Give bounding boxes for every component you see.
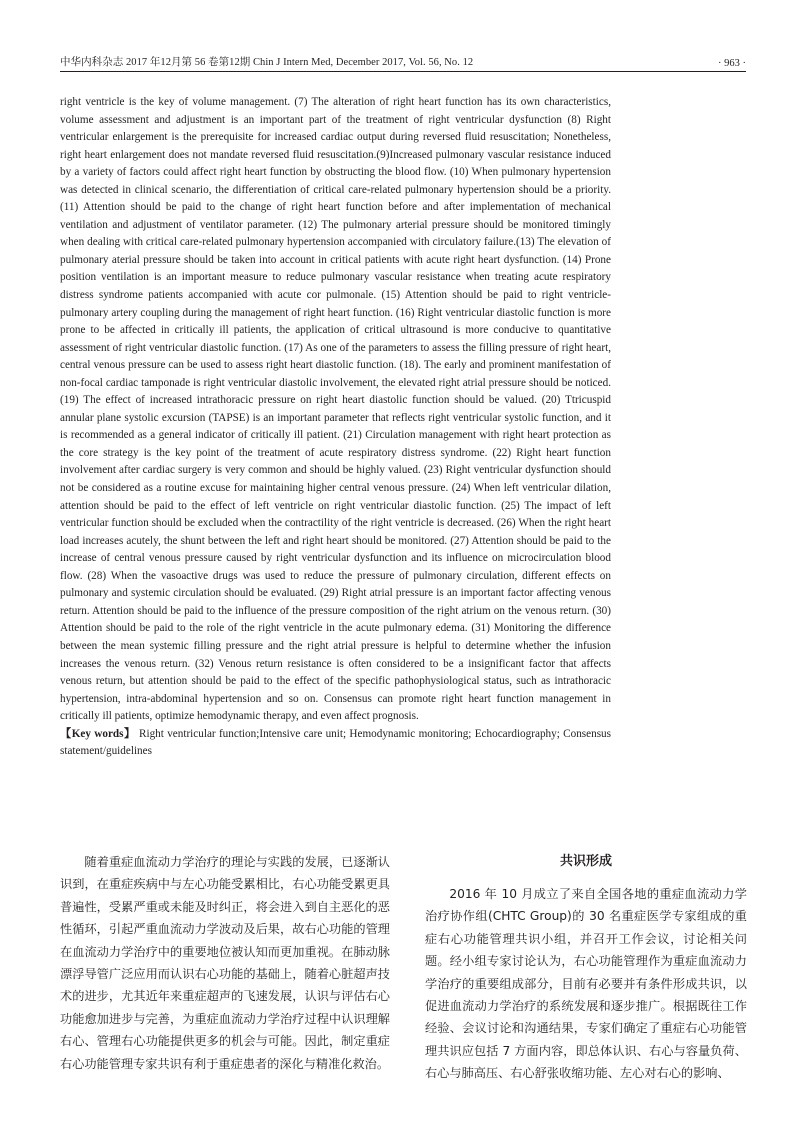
- english-abstract: [60, 94, 611, 761]
- keywords-text: Right ventricular function;Intensive care unit; Hemodynamic monitoring; Echocardiography; Consensus statement/guidelines: [60, 727, 611, 758]
- running-header: [60, 53, 746, 69]
- page-number: · 963 ·: [718, 58, 746, 69]
- consensus-paragraph: 2016 年 10 月成立了来自全国各地的重症血流动力学治疗协作组(CHTC Group)的 30 名重症医学专家组成的重症右心功能管理共识小组，并召开工作会议，讨论相关问题。经小组专家讨论认为，右心功能管理作为重症血流动力学治疗的重要组成部分，目前有必要并有条件形成共识，以促进血流动力学治疗的系统发展和逐步推广。根据既往工作经验、会议讨论和沟通结果，专家们确定了重症右心功能管理共识应包括 7 方面内容，即总体认识、右心与容量负荷、右心与肺高压、右心舒张收缩功能、左心对右心的影响、: [425, 887, 747, 1081]
- keywords-label: 【Key words】: [60, 727, 136, 740]
- right-column: [425, 851, 747, 1085]
- abstract-text: right ventricle is the key of volume management. (7) The alteration of right heart function has its own characteristics, volume assessment and adjustment is an important part of the treatment of right ventricular dysfunction (8) Right ventricular enlargement is the prerequisite for increased cardiac output during reversed fluid resuscitation; Nonetheless, right heart enlargement does not mandate reversed fluid resuscitation.(9)Increased pulmonary vascular resistance induced by a variety of factors could affect right heart function by obstructing the blood flow. (10) When pulmonary hypertension was detected in clinical scenario, the differentiation of critical care-related pulmonary hypertension should be a priority. (11) Attention should be paid to the change of right heart function before and after implementation of mechanical ventilation and adjustment of ventilator parameter. (12) The pulmonary arterial pressure should be monitored timingly when dealing with critical care-related pulmonary hypertension accompanied with circulatory failure.(13) The elevation of pulmonary aterial pressure should be taken into account in critical patients with acute right heart dysfunction. (14) Prone position ventilation is an important measure to reduce pulmonary vascular resistance when treating acute respiratory distress syndrome patients accompanied with acute cor pulmonale. (15) Attention should be paid to right ventricle-pulmonary artery coupling during the management of right heart function. (16) Right ventricular diastolic function is more prone to be affected in critically ill patients, the application of critical ultrasound is more conducive to quantitative assessment of right ventricular diastolic function. (17) As one of the parameters to assess the filling pressure of right heart, central venous pressure can be used to assess right heart diastolic function. (18). The early and prominent manifestation of non-focal cardiac tamponade is right ventricular diastolic involvement, the elevated right atrial pressure should be noticed. (19) The effect of increased intrathoracic pressure on right heart diastolic function should be valued. (20) Ttricuspid annular plane systolic excursion (TAPSE) is an important parameter that reflects right ventricular systolic function, and it is recommended as a general indicator of critically ill patient. (21) Circulation management with right heart protection as the core strategy is the key point of the treatment of acute respiratory distress syndrome. (22) Right heart function involvement after cardiac surgery is very common and should be highly valued. (23) Right ventricular dysfunction should not be considered as a routine excuse for maintaining higher central venous pressure. (24) When left ventricular dilation, attention should be paid to the effect of left ventricle on right ventricular diastolic function. (25) The impact of left ventricular function should be excluded when the contractility of the right ventricle is decreased. (26) When the right heart load increases acutely, the shunt between the left and right heart should be monitored. (27) Attention should be paid to the increase of central venous pressure caused by right ventricular dysfunction and its influence on microcirculation blood flow. (28) When the vasoactive drugs was used to reduce the pressure of pulmonary circulation, different effects on pulmonary and systemic circulation should be evaluated. (29) Right atrial pressure is an important factor affecting venous return. Attention should be paid to the influence of the pressure composition of the right atrium on the venous return. (30) Attention should be paid to the role of the right ventricle in the acute pulmonary edema. (31) Monitoring the difference between the mean systemic filling pressure and the right atrial pressure is helpful to determine whether the infusion increases the venous return. (32) Venous return resistance is often considered to be a insignificant factor that affects venous return, but attention should be paid to the effect of the specific pathophysiological status, such as intrathoracic hypertension, intra-abdominal hypertension and so on. Consensus can promote right heart function management in critically ill patients, optimize hemodynamic therapy, and even affect prognosis.: [60, 96, 611, 723]
- intro-paragraph: 随着重症血流动力学治疗的理论与实践的发展，已逐渐认识到，在重症疾病中与左心功能受累相比，右心功能受累更具普遍性，受累严重或未能及时纠正，将会进入到自主恶化的恶性循环，引起严重血流动力学波动及后果，故右心功能的管理在血流动力学治疗中的重要地位被认知而更加重视。在肺动脉漂浮导管广泛应用而认识右心功能的基础上，随着心脏超声技术的进步，尤其近年来重症超声的飞速发展，认识与评估右心功能愈加进步与完善，为重症血流动力学治疗过程中认识理解右心、管理右心功能提供更多的机会与可能。因此，制定重症右心功能管理专家共识有利于重症患者的深化与精准化救治。: [60, 855, 390, 1071]
- journal-citation: 中华内科杂志 2017 年12月第 56 卷第12期 Chin J Intern Med, December 2017, Vol. 56, No. 12: [60, 57, 474, 68]
- section-heading: 共识形成: [559, 854, 612, 869]
- left-column: [60, 851, 390, 1075]
- keywords-line: [60, 726, 611, 761]
- header-rule: [60, 71, 746, 72]
